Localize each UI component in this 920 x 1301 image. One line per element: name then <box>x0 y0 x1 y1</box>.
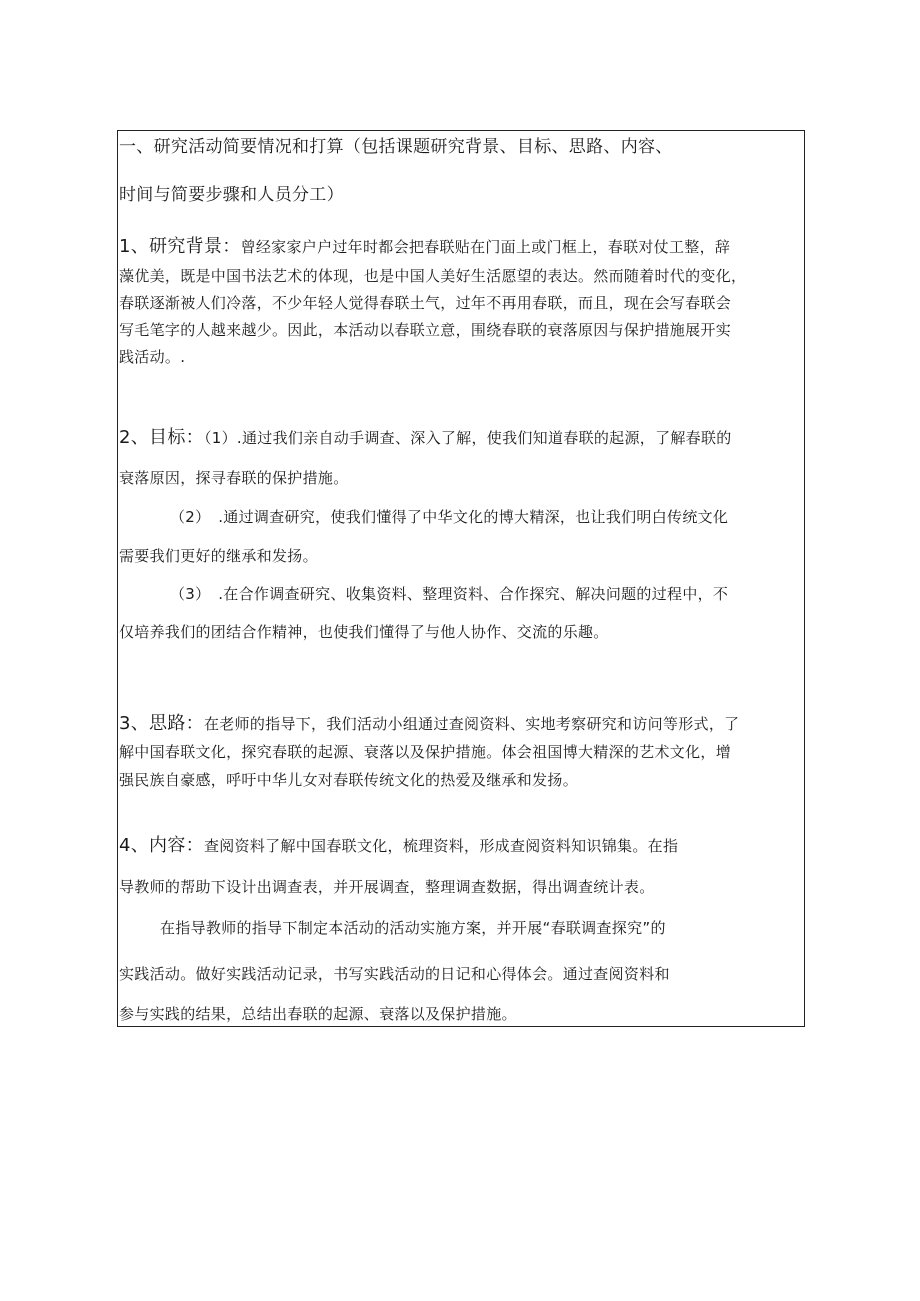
content-text-1: 查阅资料了解中国春联文化，梳理资料，形成查阅资料知识锦集。在指 <box>203 837 679 855</box>
goals-item-3-line-1: （3） .在合作调查研究、收集资料、整理资料、合作探究、解决问题的过程中，不 <box>170 585 729 603</box>
section-heading-line-2: 时间与简要步骤和人员分工） <box>119 185 344 205</box>
content-label: 4、内容： <box>119 835 204 856</box>
content-paragraph-line-5: 参与实践的结果，总结出春联的起源、衰落以及保护措施。 <box>119 1005 517 1023</box>
content-paragraph-line-2: 导教师的帮助下设计出调查表，并开展调查，整理调查数据，得出调查统计表。 <box>119 878 655 896</box>
background-paragraph-line-1 <box>119 237 730 257</box>
background-paragraph-line-4: 写毛笔字的人越来越少。因此，本活动以春联立意，围绕春联的衰落原因与保护措施展开实 <box>119 321 732 339</box>
background-paragraph-line-2: 藻优美，既是中国书法艺术的体现，也是中国人美好生活愿望的表达。然而随着时代的变化， <box>119 267 747 285</box>
background-paragraph-line-3: 春联逐渐被人们冷落，不少年轻人觉得春联土气，过年不再用春联，而且，现在会写春联会 <box>119 294 732 312</box>
goals-item-3-line-2: 仅培养我们的团结合作精神，也使我们懂得了与他人协作、交流的乐趣。 <box>119 623 609 641</box>
approach-paragraph-line-2: 解中国春联文化，探究春联的起源、衰落以及保护措施。体会祖国博大精深的艺术文化，增 <box>119 743 732 761</box>
approach-paragraph-line-3: 强民族自豪感，呼吁中华儿女对春联传统文化的热爱及继承和发扬。 <box>119 771 579 789</box>
approach-label: 3、思路： <box>119 713 204 734</box>
goals-label: 2、目标： <box>119 427 204 448</box>
goals-item-1-text: （1）.通过我们亲自动手调查、深入了解，使我们知道春联的起源，了解春联的 <box>203 429 732 447</box>
goals-item-1-line-1 <box>119 428 732 448</box>
goals-item-2-line-1: （2） .通过调查研究，使我们懂得了中华文化的博大精深，也让我们明白传统文化 <box>170 508 729 526</box>
background-paragraph-line-5: 践活动。. <box>119 348 186 366</box>
goals-item-2-line-2: 需要我们更好的继承和发扬。 <box>119 547 318 565</box>
background-text-1: 曾经家家户户过年时都会把春联贴在门面上或门框上，春联对仗工整，辞 <box>240 238 731 256</box>
background-label: 1、研究背景： <box>119 236 241 257</box>
content-paragraph-line-3: 在指导教师的指导下制定本活动的活动实施方案，并开展“春联调查探究”的 <box>160 919 666 937</box>
content-paragraph-line-4: 实践活动。做好实践活动记录，书写实践活动的日记和心得体会。通过查阅资料和 <box>119 965 670 983</box>
approach-paragraph-line-1 <box>119 714 739 734</box>
section-heading-line-1: 一、研究活动简要情况和打算（包括课题研究背景、目标、思路、内容、 <box>119 137 673 157</box>
goals-item-1-line-2: 衰落原因，探寻春联的保护措施。 <box>119 469 349 487</box>
content-paragraph-line-1 <box>119 836 678 856</box>
approach-text-1: 在老师的指导下，我们活动小组通过查阅资料、实地考察研究和访问等形式，了 <box>203 715 740 733</box>
